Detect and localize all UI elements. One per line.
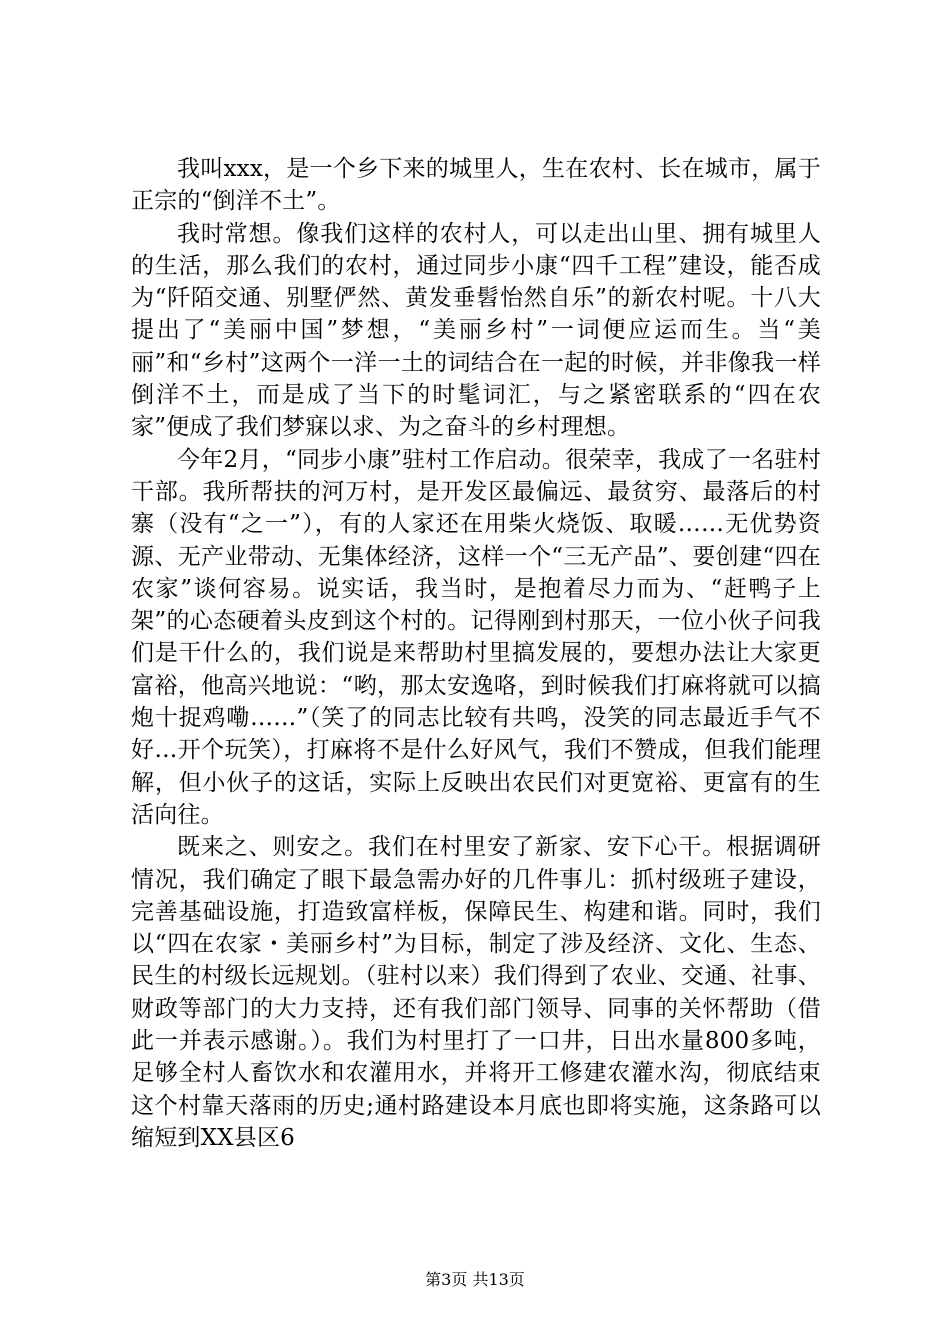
page-number-footer: 第3页 共13页: [425, 1270, 525, 1289]
document-body: [131, 153, 821, 1154]
paragraph-intro: 我叫xxx，是一个乡下来的城里人，生在农村、长在城市，属于正宗的“倒洋不土”。: [131, 156, 821, 215]
paragraph-rural-dream: 我时常想。像我们这样的农村人，可以走出山里、拥有城里人的生活，那么我们的农村，通过同步小康“四千工程”建设，能否成为“阡陌交通、别墅俨然、黄发垂髫怡然自乐”的新农村呢。十八大提出了“美丽中国”梦想，“美丽乡村”一词便应运而生。当“美丽”和“乡村”这两个一洋一土的词结合在一起的时候，并非像我一样倒洋不土，而是成了当下的时髦词汇，与之紧密联系的“四在农家”便成了我们梦寐以求、为之奋斗的乡村理想。: [131, 220, 821, 441]
paragraph-work-plan: 既来之、则安之。我们在村里安了新家、安下心干。根据调研情况，我们确定了眼下最急需办好的几件事儿：抓村级班子建设，完善基础设施，打造致富样板，保障民生、构建和谐。同时，我们以“四在农家・美丽乡村”为目标，制定了涉及经济、文化、生态、民生的村级长远规划。（驻村以来）我们得到了农业、交通、社事、财政等部门的大力支持，还有我们部门领导、同事的关怀帮助（借此一并表示感谢。）。我们为村里打了一口井，日出水量800多吨，足够全村人畜饮水和农灌用水，并将开工修建农灌水沟，彻底结束这个村靠天落雨的历史;通村路建设本月底也即将实施，这条路可以缩短到XX县区6: [131, 834, 821, 1151]
paragraph-village-cadre: 今年2月，“同步小康”驻村工作启动。很荣幸，我成了一名驻村干部。我所帮扶的河万村，是开发区最偏远、最贫穷、最落后的村寨（没有“之一”），有的人家还在用柴火烧饭、取暖……无优势资源、无产业带动、无集体经济，这样一个“三无产品”、要创建“四在农家”谈何容易。说实话，我当时，是抱着尽力而为、“赶鸭子上架”的心态硬着头皮到这个村的。记得刚到村那天，一位小伙子问我们是干什么的，我们说是来帮助村里搞发展的，要想办法让大家更富裕，他高兴地说：“哟，那太安逸咯，到时候我们打麻将就可以搞炮十捉鸡嘞……”（笑了的同志比较有共鸣，没笑的同志最近手气不好…开个玩笑），打麻将不是什么好风气，我们不赞成，但我们能理解，但小伙子的这话，实际上反映出农民们对更宽裕、更富有的生活向往。: [131, 446, 821, 828]
